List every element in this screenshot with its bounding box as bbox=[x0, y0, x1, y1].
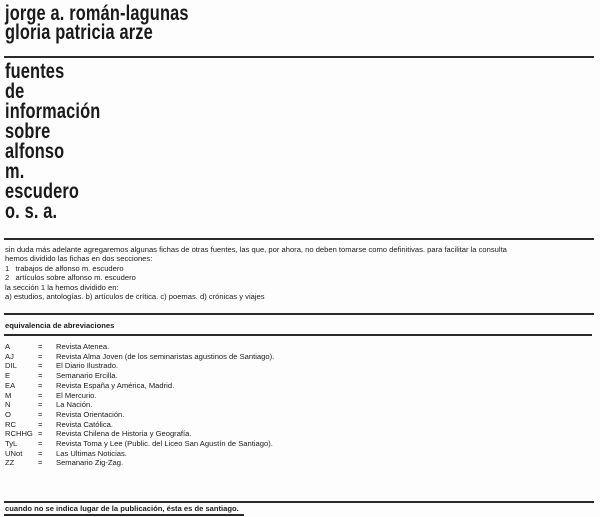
equals-sign: = bbox=[38, 371, 43, 381]
divider bbox=[4, 334, 592, 336]
intro-line: 1 trabajos de alfonso m. escudero bbox=[5, 263, 124, 273]
equals-sign: = bbox=[38, 351, 43, 361]
abbreviation-key: ZZ bbox=[5, 458, 15, 468]
title-line: fuentes bbox=[5, 60, 65, 83]
abbreviation-row bbox=[5, 400, 356, 410]
intro-line: 2 artículos sobre alfonso m. escudero bbox=[5, 273, 136, 283]
title-line: información bbox=[5, 100, 101, 123]
abbreviation-value: Revista Alma Joven (de los seminaristas agustinos de Santiago). bbox=[56, 351, 275, 361]
abbreviation-row bbox=[5, 458, 356, 468]
abbreviation-value: Revista Atenea. bbox=[56, 342, 110, 351]
abbreviation-key: A bbox=[5, 342, 11, 351]
abbreviation-value: Las Ultimas Noticias. bbox=[56, 448, 127, 458]
abbreviation-value: Revista España y América, Madrid. bbox=[56, 380, 175, 390]
equals-sign: = bbox=[38, 400, 43, 410]
abbreviation-value: Semanario Zig-Zag. bbox=[56, 458, 124, 468]
title-line: o. s. a. bbox=[5, 200, 58, 223]
equals-sign: = bbox=[38, 342, 43, 351]
equals-sign: = bbox=[38, 390, 43, 400]
abbreviation-key: AJ bbox=[5, 351, 14, 361]
abbreviation-row bbox=[5, 429, 356, 439]
abbreviation-key: E bbox=[5, 371, 11, 381]
abbr-heading: equivalencia de abreviaciones bbox=[5, 321, 115, 330]
equals-sign: = bbox=[38, 458, 43, 468]
divider bbox=[4, 56, 594, 58]
title-line: m. bbox=[5, 160, 25, 183]
abbreviation-key: O bbox=[5, 409, 11, 419]
intro-line: a) estudios, antologías. b) artículos de crítica. c) poemas. d) crónicas y viajes bbox=[5, 292, 265, 302]
abbreviation-row bbox=[5, 352, 356, 362]
equals-sign: = bbox=[38, 429, 43, 439]
divider bbox=[4, 501, 594, 503]
equals-sign: = bbox=[38, 409, 43, 419]
abbreviation-value: La Nación. bbox=[56, 400, 93, 410]
abbreviation-key: N bbox=[5, 400, 11, 410]
abbreviation-value: Revista Orientación. bbox=[56, 409, 125, 419]
abbreviation-key: M bbox=[5, 390, 12, 400]
title-line: sobre bbox=[5, 120, 51, 143]
intro-line: sin duda más adelante agregaremos algunas fichas de otras fuentes, las que, por ahora, no deben tomarse como definitivas. para facilitar la consulta bbox=[5, 245, 507, 254]
intro-line: hemos dividido las fichas en dos secciones: bbox=[5, 254, 153, 264]
abbreviation-row bbox=[5, 439, 356, 449]
author-1: jorge a. román-lagunas bbox=[5, 2, 189, 25]
abbreviation-row bbox=[5, 342, 356, 352]
equals-sign: = bbox=[38, 380, 43, 390]
divider bbox=[4, 514, 244, 516]
abbreviation-row bbox=[5, 391, 356, 401]
abbreviation-value: Revista Católica. bbox=[56, 419, 113, 429]
title-line: de bbox=[5, 80, 25, 103]
equals-sign: = bbox=[38, 439, 43, 449]
intro-text bbox=[5, 245, 507, 301]
abbreviation-row bbox=[5, 420, 356, 430]
abbreviation-value: El Diario Ilustrado. bbox=[56, 361, 119, 371]
abbreviation-key: DIL bbox=[5, 361, 17, 371]
divider bbox=[4, 313, 594, 315]
equals-sign: = bbox=[38, 448, 43, 458]
abbreviation-value: Revista Toma y Lee (Public. del Liceo San Agustín de Santiago). bbox=[56, 439, 273, 449]
equals-sign: = bbox=[38, 361, 43, 371]
abbreviation-key: EA bbox=[5, 380, 16, 390]
abbreviation-row bbox=[5, 381, 356, 391]
divider bbox=[4, 238, 594, 240]
author-2: gloria patricia arze bbox=[5, 21, 153, 44]
abbreviation-key: UNot bbox=[5, 448, 23, 458]
abbreviation-value: Revista Chilena de Historia y Geografía. bbox=[56, 429, 192, 439]
title-line: escudero bbox=[5, 180, 80, 203]
abbreviation-row bbox=[5, 410, 356, 420]
abbreviation-value: Semanario Ercilla. bbox=[56, 371, 118, 381]
footer-note: cuando no se indica lugar de la publicación, ésta es de santiago. bbox=[5, 504, 239, 513]
intro-line: la sección 1 la hemos dividido en: bbox=[5, 282, 119, 292]
abbreviation-key: RC bbox=[5, 419, 16, 429]
abbreviation-list bbox=[5, 342, 356, 468]
title-line: alfonso bbox=[5, 140, 65, 163]
abbreviation-value: El Mercurio. bbox=[56, 390, 97, 400]
abbreviation-key: TyL bbox=[5, 439, 18, 449]
abbreviation-row bbox=[5, 361, 356, 371]
abbreviation-row bbox=[5, 371, 356, 381]
abbreviation-key: RCHHG bbox=[5, 429, 33, 439]
equals-sign: = bbox=[38, 419, 43, 429]
abbreviation-row bbox=[5, 449, 356, 459]
